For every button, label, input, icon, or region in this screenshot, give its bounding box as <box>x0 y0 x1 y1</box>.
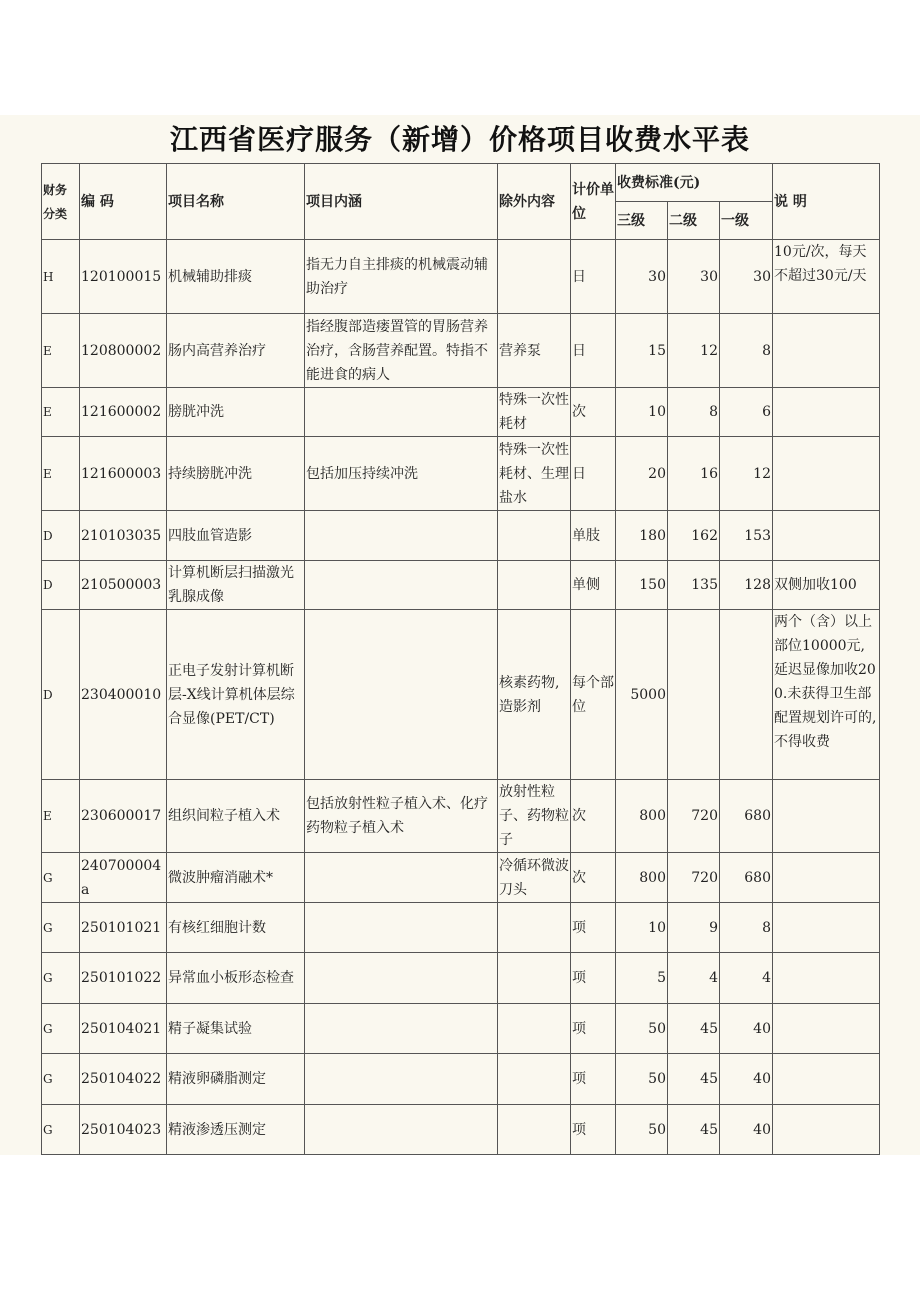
cell-price-level3: 15 <box>616 314 668 388</box>
cell-price-level2: 45 <box>668 1004 720 1054</box>
cell-price-level2: 9 <box>668 903 720 953</box>
cell-price-level3: 800 <box>616 853 668 903</box>
cell-category: G <box>42 903 80 953</box>
cell-content: 包括放射性粒子植入术、化疗药物粒子植入术 <box>305 780 498 853</box>
cell-price-level2: 16 <box>668 437 720 511</box>
cell-name: 组织间粒子植入术 <box>167 780 305 853</box>
cell-name: 四肢血管造影 <box>167 511 305 561</box>
cell-category: G <box>42 1105 80 1155</box>
table-row <box>42 780 880 853</box>
cell-price-level2: 162 <box>668 511 720 561</box>
cell-note <box>773 314 880 388</box>
cell-unit: 项 <box>571 953 616 1004</box>
cell-price-level2: 12 <box>668 314 720 388</box>
cell-unit: 项 <box>571 1054 616 1105</box>
cell-category: H <box>42 240 80 314</box>
cell-name: 精子凝集试验 <box>167 1004 305 1054</box>
cell-price-level1: 40 <box>720 1004 773 1054</box>
cell-code: 250104021 <box>80 1004 167 1054</box>
cell-content: 包括加压持续冲洗 <box>305 437 498 511</box>
cell-price-level3: 150 <box>616 561 668 610</box>
table-row <box>42 314 880 388</box>
cell-name: 正电子发射计算机断层-X线计算机体层综合显像(PET/CT) <box>167 610 305 780</box>
cell-unit: 单侧 <box>571 561 616 610</box>
header-exclude: 除外内容 <box>498 164 571 240</box>
cell-category: G <box>42 1054 80 1105</box>
cell-unit: 日 <box>571 437 616 511</box>
table-row <box>42 1054 880 1105</box>
cell-exclude: 特殊一次性耗材 <box>498 388 571 437</box>
cell-code: 121600002 <box>80 388 167 437</box>
cell-note: 双侧加收100 <box>773 561 880 610</box>
cell-exclude: 营养泵 <box>498 314 571 388</box>
cell-code: 250101021 <box>80 903 167 953</box>
cell-price-level2: 30 <box>668 240 720 314</box>
cell-exclude <box>498 903 571 953</box>
cell-price-level1: 128 <box>720 561 773 610</box>
cell-price-level2: 45 <box>668 1054 720 1105</box>
table-row <box>42 388 880 437</box>
cell-content <box>305 853 498 903</box>
price-table <box>41 163 880 1155</box>
cell-unit: 日 <box>571 240 616 314</box>
cell-name: 计算机断层扫描激光乳腺成像 <box>167 561 305 610</box>
cell-name: 持续膀胱冲洗 <box>167 437 305 511</box>
cell-code: 230400010 <box>80 610 167 780</box>
cell-name: 异常血小板形态检查 <box>167 953 305 1004</box>
cell-note <box>773 1054 880 1105</box>
cell-note <box>773 1105 880 1155</box>
header-level2: 二级 <box>668 202 720 240</box>
cell-exclude <box>498 1004 571 1054</box>
cell-note: 两个（含）以上部位10000元,延迟显像加收200.未获得卫生部配置规划许可的,不得收费 <box>773 610 880 780</box>
cell-name: 有核红细胞计数 <box>167 903 305 953</box>
cell-exclude <box>498 953 571 1004</box>
cell-code: 210103035 <box>80 511 167 561</box>
cell-category: G <box>42 953 80 1004</box>
cell-note: 10元/次，每天不超过30元/天 <box>773 240 880 314</box>
cell-price-level1: 8 <box>720 903 773 953</box>
cell-code: 210500003 <box>80 561 167 610</box>
cell-exclude <box>498 240 571 314</box>
cell-unit: 日 <box>571 314 616 388</box>
cell-unit: 项 <box>571 903 616 953</box>
table-row <box>42 437 880 511</box>
cell-category: D <box>42 511 80 561</box>
cell-price-level3: 50 <box>616 1004 668 1054</box>
cell-note <box>773 388 880 437</box>
header-level1: 一级 <box>720 202 773 240</box>
cell-price-level2: 135 <box>668 561 720 610</box>
cell-code: 121600003 <box>80 437 167 511</box>
cell-content <box>305 561 498 610</box>
cell-price-level1: 153 <box>720 511 773 561</box>
header-code: 编 码 <box>80 164 167 240</box>
cell-exclude: 冷循环微波刀头 <box>498 853 571 903</box>
cell-exclude: 特殊一次性耗材、生理盐水 <box>498 437 571 511</box>
table-row <box>42 853 880 903</box>
cell-price-level1: 30 <box>720 240 773 314</box>
cell-exclude: 放射性粒子、药物粒子 <box>498 780 571 853</box>
cell-price-level2: 45 <box>668 1105 720 1155</box>
header-fee: 收费标准(元) <box>616 164 773 202</box>
header-category: 财务分类 <box>42 164 80 240</box>
cell-code: 230600017 <box>80 780 167 853</box>
header-level3: 三级 <box>616 202 668 240</box>
table-row <box>42 561 880 610</box>
cell-note <box>773 853 880 903</box>
cell-unit: 项 <box>571 1004 616 1054</box>
cell-price-level1: 40 <box>720 1054 773 1105</box>
cell-unit: 次 <box>571 853 616 903</box>
cell-price-level3: 800 <box>616 780 668 853</box>
header-name: 项目名称 <box>167 164 305 240</box>
table-row <box>42 1105 880 1155</box>
cell-price-level1 <box>720 610 773 780</box>
cell-content <box>305 953 498 1004</box>
cell-code: 120100015 <box>80 240 167 314</box>
cell-code: 240700004a <box>80 853 167 903</box>
cell-name: 精液渗透压测定 <box>167 1105 305 1155</box>
cell-exclude <box>498 511 571 561</box>
cell-price-level3: 5 <box>616 953 668 1004</box>
cell-content <box>305 1054 498 1105</box>
table-row <box>42 1004 880 1054</box>
cell-note <box>773 437 880 511</box>
cell-unit: 次 <box>571 388 616 437</box>
cell-exclude: 核素药物,造影剂 <box>498 610 571 780</box>
cell-price-level1: 6 <box>720 388 773 437</box>
cell-note <box>773 953 880 1004</box>
header-unit: 计价单位 <box>571 164 616 240</box>
cell-price-level3: 30 <box>616 240 668 314</box>
cell-content: 指经腹部造瘘置管的胃肠营养治疗，含肠营养配置。特指不能进食的病人 <box>305 314 498 388</box>
cell-category: D <box>42 561 80 610</box>
header-note: 说 明 <box>773 164 880 240</box>
table-row <box>42 511 880 561</box>
cell-price-level2: 8 <box>668 388 720 437</box>
cell-note <box>773 903 880 953</box>
cell-category: E <box>42 388 80 437</box>
cell-name: 机械辅助排痰 <box>167 240 305 314</box>
cell-category: G <box>42 853 80 903</box>
cell-price-level1: 680 <box>720 853 773 903</box>
table-row <box>42 903 880 953</box>
cell-content <box>305 1004 498 1054</box>
cell-unit: 次 <box>571 780 616 853</box>
cell-price-level2 <box>668 610 720 780</box>
cell-unit: 单肢 <box>571 511 616 561</box>
cell-price-level3: 50 <box>616 1054 668 1105</box>
cell-code: 120800002 <box>80 314 167 388</box>
cell-category: G <box>42 1004 80 1054</box>
cell-category: E <box>42 314 80 388</box>
cell-note <box>773 511 880 561</box>
cell-content <box>305 903 498 953</box>
cell-code: 250104023 <box>80 1105 167 1155</box>
cell-price-level1: 12 <box>720 437 773 511</box>
table-row <box>42 610 880 780</box>
cell-category: E <box>42 780 80 853</box>
cell-exclude <box>498 561 571 610</box>
cell-name: 微波肿瘤消融术* <box>167 853 305 903</box>
cell-name: 膀胱冲洗 <box>167 388 305 437</box>
cell-price-level1: 4 <box>720 953 773 1004</box>
cell-price-level1: 680 <box>720 780 773 853</box>
cell-code: 250104022 <box>80 1054 167 1105</box>
cell-exclude <box>498 1054 571 1105</box>
cell-price-level2: 720 <box>668 853 720 903</box>
cell-name: 精液卵磷脂测定 <box>167 1054 305 1105</box>
cell-unit: 项 <box>571 1105 616 1155</box>
cell-unit: 每个部位 <box>571 610 616 780</box>
cell-category: E <box>42 437 80 511</box>
header-row-1 <box>42 164 880 202</box>
cell-price-level3: 10 <box>616 388 668 437</box>
cell-price-level1: 40 <box>720 1105 773 1155</box>
cell-code: 250101022 <box>80 953 167 1004</box>
cell-price-level3: 180 <box>616 511 668 561</box>
cell-price-level3: 5000 <box>616 610 668 780</box>
header-content: 项目内涵 <box>305 164 498 240</box>
cell-content <box>305 1105 498 1155</box>
cell-note <box>773 1004 880 1054</box>
cell-price-level1: 8 <box>720 314 773 388</box>
page-title: 江西省医疗服务（新增）价格项目收费水平表 <box>169 123 750 156</box>
cell-price-level3: 20 <box>616 437 668 511</box>
cell-content: 指无力自主排痰的机械震动辅助治疗 <box>305 240 498 314</box>
cell-content <box>305 388 498 437</box>
cell-exclude <box>498 1105 571 1155</box>
cell-content <box>305 511 498 561</box>
cell-category: D <box>42 610 80 780</box>
cell-price-level3: 10 <box>616 903 668 953</box>
cell-name: 肠内高营养治疗 <box>167 314 305 388</box>
table-row <box>42 240 880 314</box>
cell-note <box>773 780 880 853</box>
cell-price-level2: 4 <box>668 953 720 1004</box>
cell-price-level3: 50 <box>616 1105 668 1155</box>
table-body <box>42 240 880 1155</box>
table-row <box>42 953 880 1004</box>
cell-content <box>305 610 498 780</box>
cell-price-level2: 720 <box>668 780 720 853</box>
